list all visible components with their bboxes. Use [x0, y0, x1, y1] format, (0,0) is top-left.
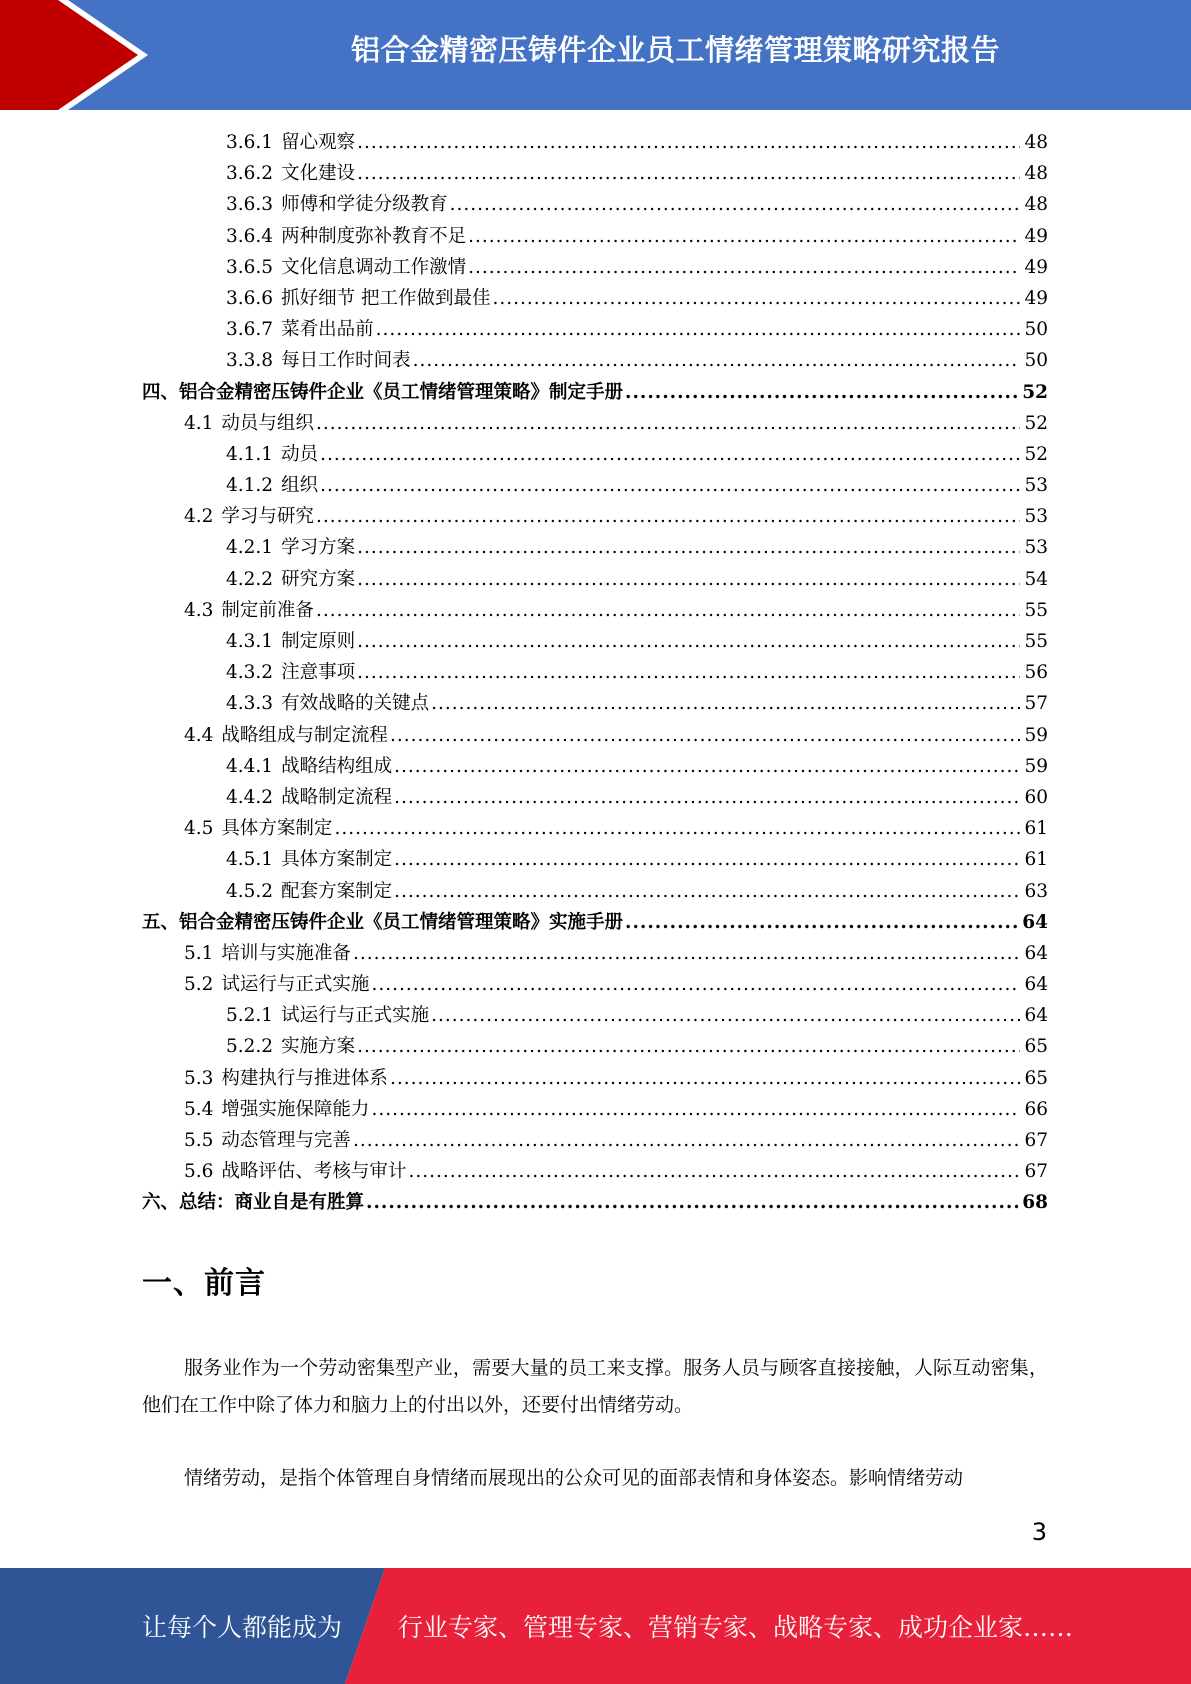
toc-entry[interactable] — [142, 408, 1048, 439]
toc-entry-number: 5.4 — [184, 1098, 214, 1120]
toc-entry-page: 54 — [1024, 568, 1048, 590]
toc-entry-number: 4.5.1 — [226, 849, 274, 871]
toc-entry[interactable] — [142, 158, 1048, 189]
toc-entry-page: 50 — [1024, 319, 1048, 341]
toc-entry-page: 60 — [1024, 786, 1048, 808]
toc-entry-page: 65 — [1024, 1036, 1048, 1058]
footer-slogan-left: 让每个人都能成为 — [142, 1613, 343, 1642]
toc-entry[interactable] — [142, 782, 1048, 813]
toc-dot-leader — [394, 844, 1020, 875]
toc-dot-leader — [334, 813, 1020, 844]
toc-entry-title: 战略结构组成 — [281, 755, 393, 777]
toc-entry-page: 57 — [1024, 693, 1048, 715]
toc-entry[interactable] — [142, 1000, 1048, 1031]
toc-entry[interactable] — [142, 470, 1048, 501]
toc-entry[interactable] — [142, 283, 1048, 314]
toc-entry-title: 实施方案 — [281, 1036, 356, 1058]
toc-entry-title: 菜肴出品前 — [281, 319, 374, 341]
toc-dot-leader — [625, 377, 1018, 408]
toc-entry-page: 59 — [1024, 755, 1048, 777]
toc-entry[interactable] — [142, 1031, 1048, 1062]
toc-entry[interactable] — [142, 1063, 1048, 1094]
toc-entry-title: 动员与组织 — [221, 412, 314, 434]
toc-dot-leader — [357, 657, 1020, 688]
toc-dot-leader — [316, 595, 1021, 626]
toc-entry-page: 53 — [1024, 475, 1048, 497]
toc-entry-number: 5.2.2 — [226, 1036, 274, 1058]
toc-entry-number: 4.3 — [184, 599, 214, 621]
toc-entry-number: 4.1.2 — [226, 475, 274, 497]
toc-entry-page: 49 — [1024, 256, 1048, 278]
body-paragraph: 情绪劳动，是指个体管理自身情绪而展现出的公众可见的面部表情和身体姿态。影响情绪劳动 — [184, 1467, 964, 1489]
toc-entry-title: 师傅和学徒分级教育 — [281, 194, 448, 216]
toc-dot-leader — [357, 158, 1020, 189]
toc-entry-page: 52 — [1024, 412, 1048, 434]
toc-entry[interactable] — [142, 564, 1048, 595]
toc-entry-page: 64 — [1022, 911, 1048, 933]
toc-entry-page: 61 — [1024, 849, 1048, 871]
table-of-contents — [142, 127, 1048, 1219]
toc-dot-leader — [450, 189, 1021, 220]
toc-entry-number: 4.4 — [184, 724, 214, 746]
toc-dot-leader — [357, 1031, 1020, 1062]
toc-entry-page: 48 — [1024, 132, 1048, 153]
toc-entry-number: 3.6.7 — [226, 319, 274, 341]
toc-entry-number: 5.2 — [184, 974, 214, 996]
toc-entry-title: 铝合金精密压铸件企业《员工情绪管理策略》制定手册 — [179, 381, 624, 403]
toc-entry-number: 4.4.2 — [226, 786, 274, 808]
toc-entry-title: 具体方案制定 — [221, 818, 333, 840]
toc-entry[interactable] — [142, 532, 1048, 563]
toc-entry-number: 4.1.1 — [226, 443, 274, 465]
toc-dot-leader — [394, 876, 1020, 907]
toc-entry-page: 56 — [1024, 662, 1048, 684]
toc-entry[interactable] — [142, 813, 1048, 844]
toc-entry[interactable] — [142, 907, 1048, 938]
toc-entry[interactable] — [142, 221, 1048, 252]
page-number: 3 — [1031, 1518, 1047, 1546]
toc-dot-leader — [357, 564, 1020, 595]
toc-dot-leader — [376, 314, 1021, 345]
toc-entry-page: 50 — [1024, 350, 1048, 372]
toc-dot-leader — [353, 938, 1021, 969]
toc-entry-number: 3.6.3 — [226, 194, 274, 216]
toc-entry-page: 52 — [1024, 443, 1048, 465]
toc-entry-page: 65 — [1024, 1067, 1048, 1089]
toc-entry-number: 5.3 — [184, 1067, 214, 1089]
toc-dot-leader — [468, 221, 1020, 252]
toc-dot-leader — [357, 127, 1020, 158]
toc-dot-leader — [371, 969, 1020, 1000]
toc-entry-number: 4.2 — [184, 506, 214, 528]
page-footer — [0, 1568, 1191, 1684]
toc-dot-leader — [625, 907, 1018, 938]
toc-entry[interactable] — [142, 1125, 1048, 1156]
toc-dot-leader — [413, 345, 1021, 376]
toc-entry-title: 每日工作时间表 — [281, 350, 411, 372]
toc-entry[interactable] — [142, 844, 1048, 875]
section-heading: 一、前言 — [142, 1266, 266, 1301]
toc-entry-title: 配套方案制定 — [281, 880, 393, 902]
toc-dot-leader — [357, 532, 1020, 563]
toc-entry-number: 3.6.2 — [226, 163, 274, 185]
toc-entry-title: 战略评估、考核与审计 — [221, 1161, 407, 1183]
toc-entry[interactable] — [142, 1156, 1048, 1187]
toc-entry-number: 六、 — [142, 1192, 180, 1214]
toc-entry-title: 培训与实施准备 — [221, 942, 351, 964]
toc-entry-title: 动态管理与完善 — [221, 1130, 351, 1151]
toc-entry-title: 试运行与正式实施 — [281, 1005, 430, 1027]
toc-entry-page: 52 — [1022, 381, 1048, 403]
toc-entry[interactable] — [142, 720, 1048, 751]
toc-entry-page: 63 — [1024, 880, 1048, 902]
toc-entry[interactable] — [142, 501, 1048, 532]
toc-entry-page: 48 — [1024, 194, 1048, 216]
toc-entry-number: 3.6.5 — [226, 256, 274, 278]
page-header — [0, 0, 1191, 110]
toc-entry-title: 构建执行与推进体系 — [221, 1067, 388, 1089]
toc-entry-page: 49 — [1024, 225, 1048, 247]
toc-entry-number: 5.2.1 — [226, 1005, 274, 1027]
toc-entry-number: 4.2.2 — [226, 568, 274, 590]
toc-entry-title: 铝合金精密压铸件企业《员工情绪管理策略》实施手册 — [179, 911, 624, 933]
toc-dot-leader — [394, 751, 1020, 782]
toc-entry-title: 制定原则 — [281, 631, 356, 652]
toc-dot-leader — [316, 501, 1021, 532]
toc-entry-number: 4.5 — [184, 818, 214, 840]
toc-entry-page: 64 — [1024, 1005, 1048, 1027]
toc-entry-page: 53 — [1024, 506, 1048, 528]
toc-entry-number: 4.5.2 — [226, 880, 274, 902]
toc-dot-leader — [316, 408, 1021, 439]
toc-entry[interactable] — [142, 1094, 1048, 1125]
toc-entry-page: 61 — [1024, 818, 1048, 840]
toc-entry-number: 4.3.2 — [226, 662, 274, 684]
toc-entry[interactable] — [142, 345, 1048, 376]
toc-dot-leader — [353, 1125, 1021, 1156]
toc-entry-title: 抓好细节 把工作做到最佳 — [281, 287, 491, 309]
toc-entry-title: 战略制定流程 — [281, 786, 393, 808]
toc-dot-leader — [468, 252, 1020, 283]
toc-entry-number: 四、 — [142, 381, 180, 403]
toc-entry[interactable] — [142, 314, 1048, 345]
toc-entry-title: 学习方案 — [281, 537, 356, 559]
toc-entry-page: 59 — [1024, 724, 1048, 746]
toc-entry[interactable] — [142, 688, 1048, 719]
toc-entry-title: 学习与研究 — [221, 506, 314, 528]
toc-dot-leader — [492, 283, 1020, 314]
toc-dot-leader — [371, 1094, 1020, 1125]
toc-entry-number: 3.6.4 — [226, 225, 274, 247]
toc-entry-number: 4.2.1 — [226, 537, 274, 559]
toc-entry-page: 48 — [1024, 163, 1048, 185]
toc-entry-page: 67 — [1024, 1161, 1048, 1183]
toc-entry-title: 文化建设 — [281, 163, 356, 185]
toc-dot-leader — [357, 626, 1020, 657]
toc-dot-leader — [366, 1187, 1018, 1218]
toc-entry-title: 具体方案制定 — [281, 849, 393, 871]
toc-dot-leader — [320, 470, 1020, 501]
toc-entry-title: 制定前准备 — [221, 599, 314, 621]
toc-entry-number: 五、 — [142, 911, 180, 933]
toc-entry-number: 4.1 — [184, 412, 214, 434]
toc-dot-leader — [390, 720, 1021, 751]
toc-entry-title: 试运行与正式实施 — [221, 974, 370, 996]
toc-entry-number: 5.6 — [184, 1161, 214, 1183]
toc-entry[interactable] — [142, 252, 1048, 283]
toc-entry[interactable] — [142, 751, 1048, 782]
toc-entry-page: 67 — [1024, 1130, 1048, 1151]
toc-dot-leader — [390, 1063, 1021, 1094]
header-title: 铝合金精密压铸件企业员工情绪管理策略研究报告 — [350, 33, 1000, 67]
toc-entry-number: 4.3.1 — [226, 631, 274, 652]
toc-entry-number: 4.3.3 — [226, 693, 274, 715]
toc-entry-title: 组织 — [281, 475, 319, 497]
footer-slogan-right: 行业专家、管理专家、营销专家、战略专家、成功企业家…… — [398, 1613, 1074, 1642]
toc-entry-number: 4.4.1 — [226, 755, 274, 777]
toc-entry[interactable] — [142, 657, 1048, 688]
toc-entry-number: 3.6.1 — [226, 132, 274, 153]
toc-entry-page: 53 — [1024, 537, 1048, 559]
toc-entry-title: 有效战略的关键点 — [281, 693, 430, 715]
toc-entry-number: 3.6.6 — [226, 287, 274, 309]
toc-entry-title: 战略组成与制定流程 — [221, 724, 388, 746]
toc-dot-leader — [320, 439, 1020, 470]
toc-entry-title: 动员 — [281, 443, 319, 465]
toc-entry[interactable] — [142, 969, 1048, 1000]
toc-dot-leader — [431, 688, 1020, 719]
toc-entry-page: 64 — [1024, 974, 1048, 996]
toc-entry-number: 5.1 — [184, 942, 214, 964]
toc-entry-title: 总结：商业自是有胜算 — [179, 1192, 365, 1214]
toc-entry[interactable] — [142, 377, 1048, 408]
toc-entry[interactable] — [142, 127, 1048, 158]
toc-entry-title: 两种制度弥补教育不足 — [281, 225, 467, 247]
toc-entry-page: 64 — [1024, 942, 1048, 964]
toc-dot-leader — [408, 1156, 1020, 1187]
toc-entry-title: 注意事项 — [281, 662, 356, 684]
toc-entry-title: 增强实施保障能力 — [221, 1098, 370, 1120]
toc-entry-title: 研究方案 — [281, 568, 356, 590]
toc-entry[interactable] — [142, 626, 1048, 657]
toc-dot-leader — [394, 782, 1020, 813]
toc-entry-title: 留心观察 — [281, 132, 356, 153]
toc-entry[interactable] — [142, 938, 1048, 969]
toc-dot-leader — [431, 1000, 1020, 1031]
toc-entry-number: 3.3.8 — [226, 350, 274, 372]
header-arrow-icon — [0, 0, 160, 110]
toc-entry-number: 5.5 — [184, 1130, 214, 1151]
toc-entry[interactable] — [142, 595, 1048, 626]
toc-entry[interactable] — [142, 439, 1048, 470]
toc-entry-title: 文化信息调动工作激情 — [281, 256, 467, 278]
toc-entry[interactable] — [142, 876, 1048, 907]
toc-entry-page: 55 — [1024, 599, 1048, 621]
toc-entry-page: 68 — [1022, 1192, 1048, 1214]
toc-entry-page: 66 — [1024, 1098, 1048, 1120]
toc-entry-page: 49 — [1024, 287, 1048, 309]
toc-entry[interactable] — [142, 189, 1048, 220]
body-paragraph: 服务业作为一个劳动密集型产业，需要大量的员工来支撑。服务人员与顾客直接接触，人际互动密集，他们在工作中除了体力和脑力上的付出以外，还要付出情绪劳动。 — [142, 1357, 1048, 1416]
toc-entry-page: 55 — [1024, 631, 1048, 652]
toc-entry[interactable] — [142, 1187, 1048, 1218]
